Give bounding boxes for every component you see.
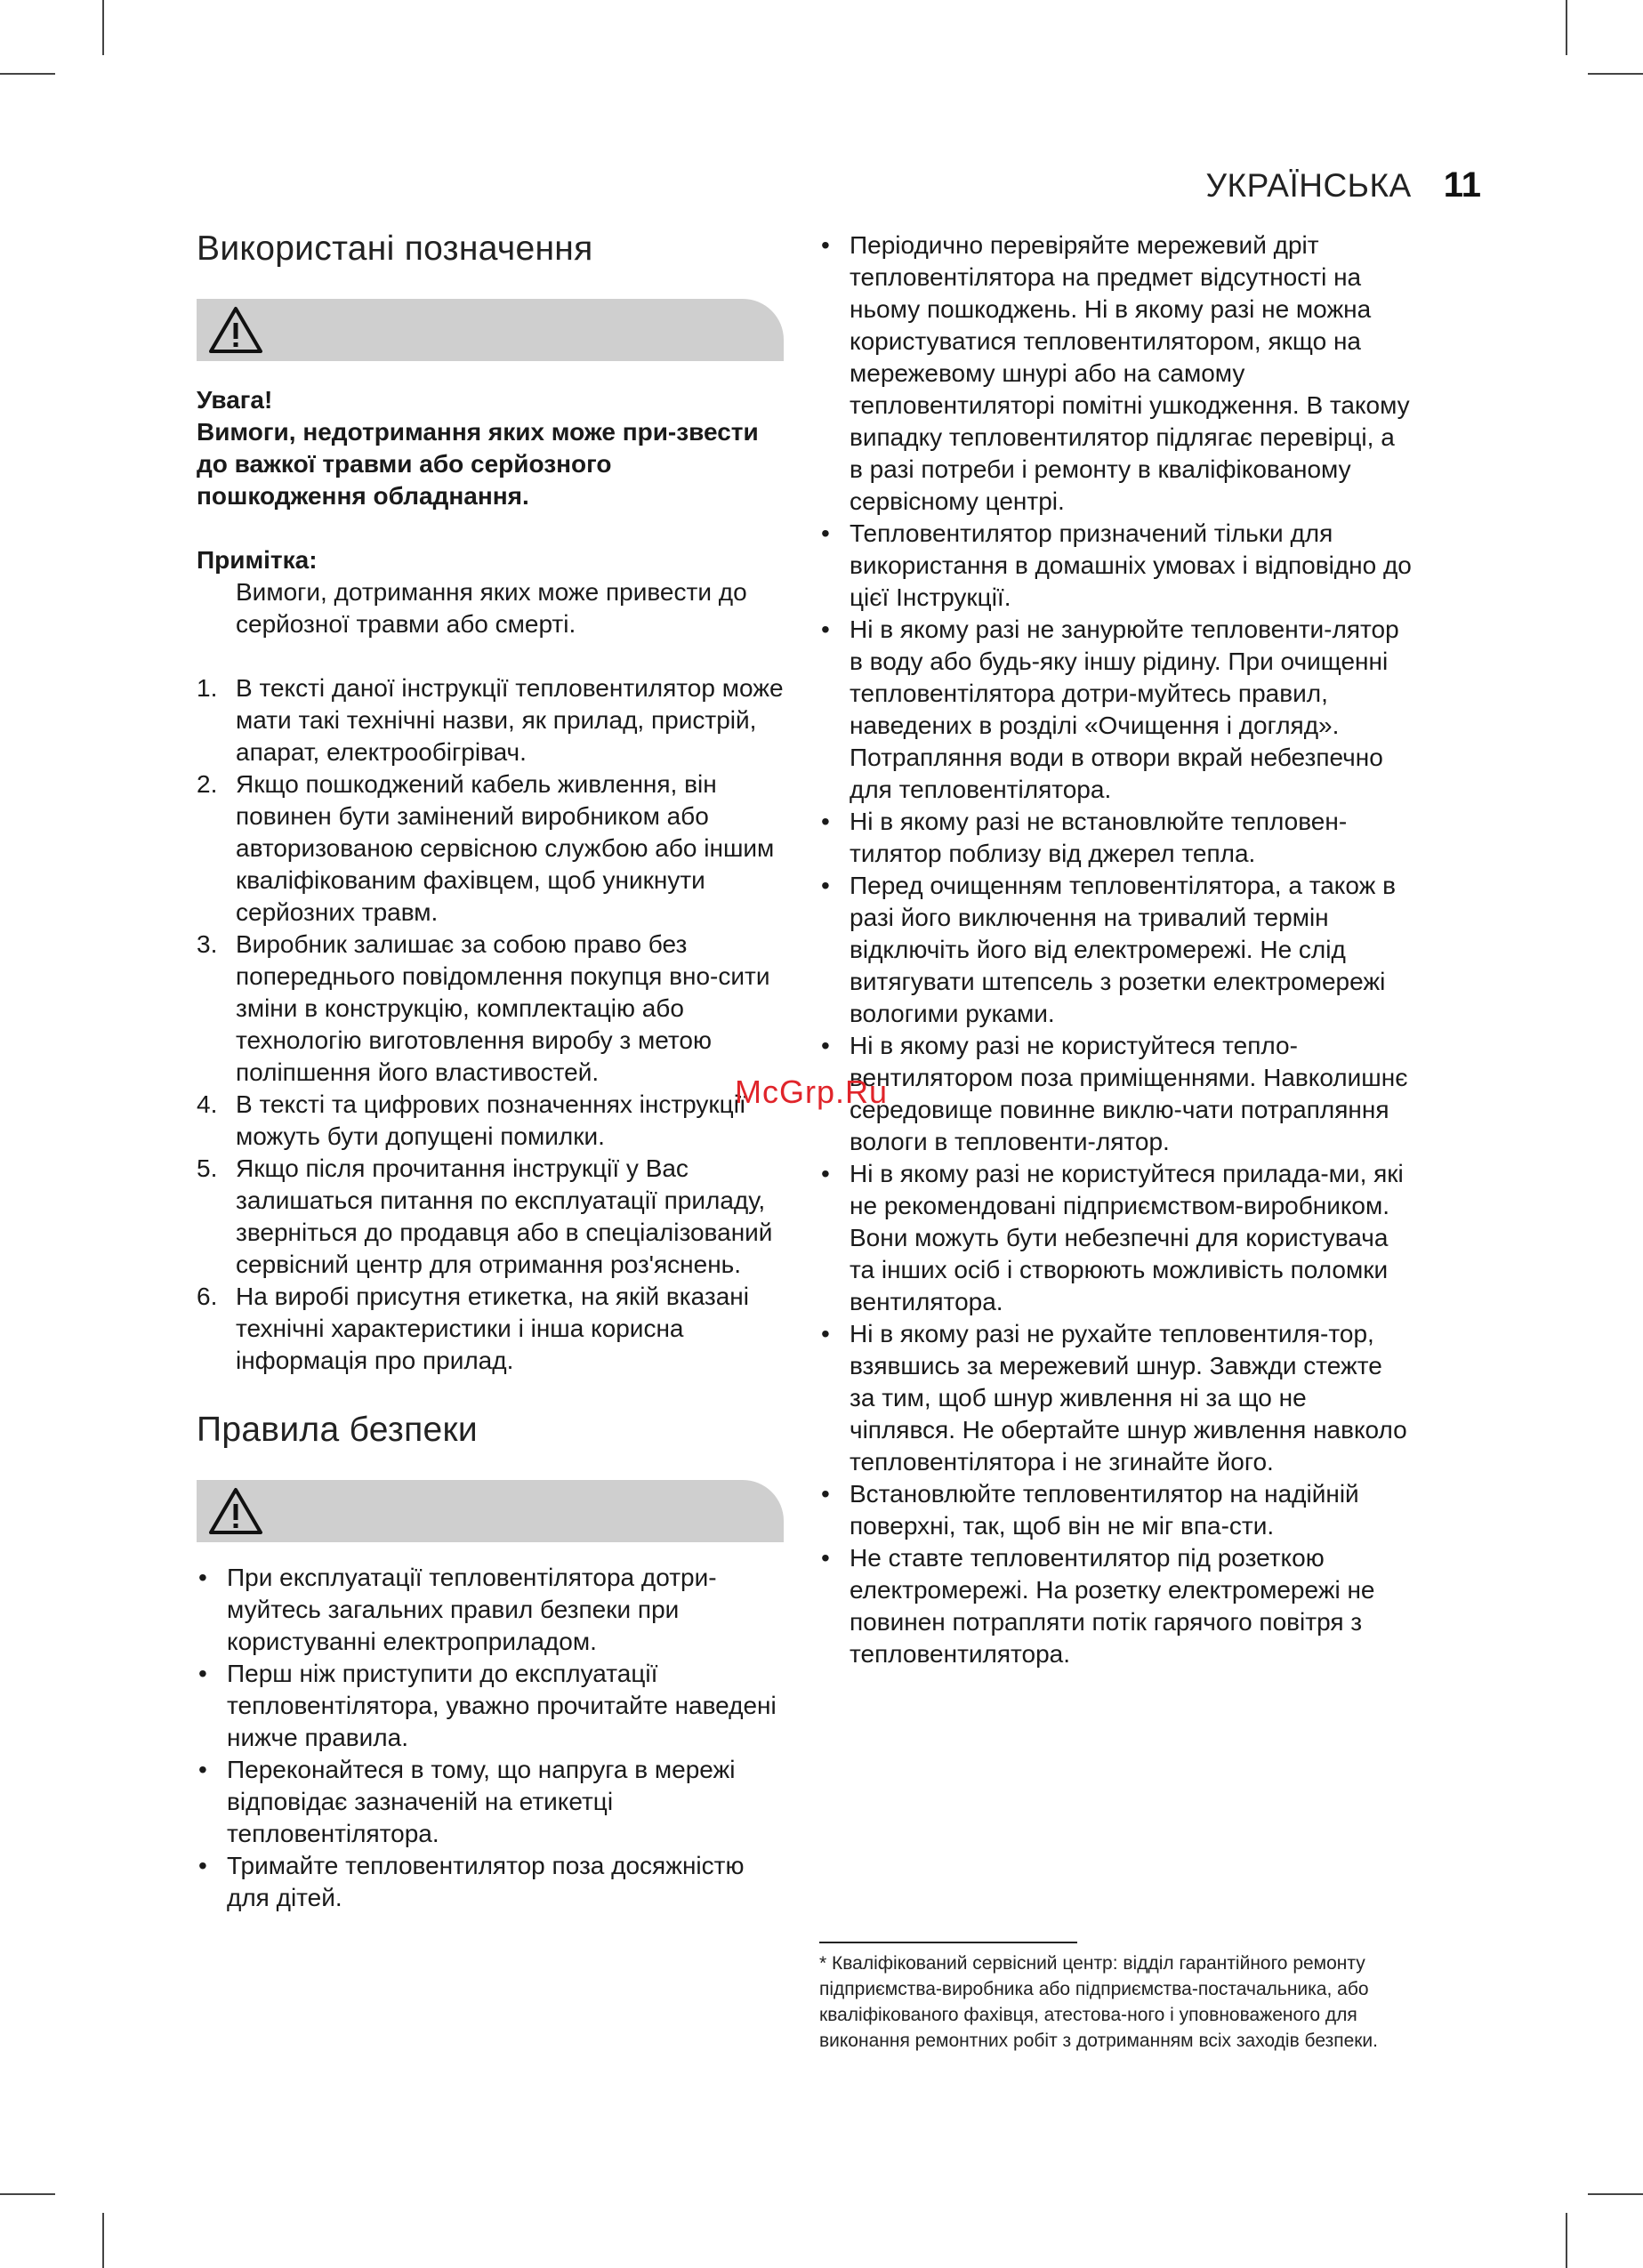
list-item: • Перед очищенням тепловентілятора, а також в разі його виключення на тривалий термін відключіть його від електромережі. Не слід витягувати штепсель з розетки електромережі вологими руками.: [819, 870, 1412, 1030]
warning-bar: [197, 1480, 784, 1542]
list-item: • Періодично перевіряйте мережевий дріт тепловентілятора на предмет відсутності на ньому пошкоджень. Ні в якому разі не можна користуватися тепловентилятором, якщо на мережевому шнурі або на самому тепловентиляторі помітні ушкодження. В такому випадку тепловентилятор підлягає перевірці, а в разі потреби і ремонту в кваліфікованому сервісному центрі.: [819, 229, 1412, 518]
list-item: • Тепловентилятор призначений тільки для використання в домашніх умовах і відповідно до цієї Інструкції.: [819, 518, 1412, 614]
list-item: • Тримайте тепловентилятор поза досяжністю для дітей.: [197, 1850, 784, 1914]
list-item: • Не ставте тепловентилятор під розеткою електромережі. На розетку електромережі не повинен потрапляти потік гарячого повітря з тепловентилятора.: [819, 1542, 1412, 1670]
symbols-section-title: Використані позначення: [197, 229, 593, 268]
note-text: Вимоги, дотримання яких може привести до серйозної травми або смерті.: [236, 578, 747, 638]
list-item: 1. В тексті даної інструкції тепловентилятор може мати такі технічні назви, як прилад, пристрій, апарат, електрообігрівач.: [197, 674, 784, 766]
note-label: Примітка:: [197, 546, 318, 574]
crop-mark: [0, 73, 55, 75]
list-item: • Переконайтеся в тому, що напруга в мережі відповідає зазначеній на етикетці тепловентілятора.: [197, 1754, 784, 1850]
list-item: • Ні в якому разі не занурюйте тепловенти-лятор в воду або будь-яку іншу рідину. При очищенні тепловентілятора дотри-муйтесь правил, наведених в розділі «Очищення і догляд». Потрапляння води в отвори вкрай небезпечно для тепловентілятора.: [819, 614, 1412, 806]
crop-mark: [1566, 0, 1567, 55]
list-item: • Ні в якому разі не рухайте тепловентиля-тор, взявшись за мережевий шнур. Завжди стежте за тим, щоб шнур живлення ні за що не чіплявся. Не обертайте шнур живлення навколо тепловентілятора і не згинайте його.: [819, 1318, 1412, 1478]
warning-bar: [197, 299, 784, 361]
list-item: 3. Виробник залишає за собою право без попереднього повідомлення покупця вно-сити зміни в конструкцію, комплектацію або технологію виготовлення виробу з метою поліпшення його властивостей.: [197, 930, 770, 1086]
safety-bullets-left: [197, 1562, 784, 1914]
footnote-divider: [819, 1942, 1077, 1943]
warning-triangle-icon: [207, 305, 264, 355]
list-item: • Ні в якому разі не користуйтеся тепло-вентилятором поза приміщеннями. Навколишнє середовище повинне виклю-чати потрапляння вологи в тепловенти-лятор.: [819, 1030, 1412, 1158]
crop-mark: [102, 2213, 104, 2268]
list-item: 4. В тексті та цифрових позначеннях інструкції можуть бути допущені помилки.: [197, 1090, 746, 1150]
page-number: 11: [1443, 165, 1481, 205]
warning-text: Вимоги, недотримання яких може при-звести до важкої травми або серйозного пошкодження обладнання.: [197, 418, 759, 510]
safety-section-title: Правила безпеки: [197, 1411, 478, 1449]
crop-mark: [0, 2193, 55, 2195]
numbered-list: [197, 672, 784, 1377]
watermark: McGrp.Ru: [735, 1074, 889, 1110]
list-item: • Ні в якому разі не користуйтеся прилада-ми, які не рекомендовані підприємством-виробником. Вони можуть бути небезпечні для користувача та інших осіб і створюють можливість поломки вентилятора.: [819, 1158, 1412, 1318]
crop-mark: [1588, 73, 1643, 75]
footnote: * Кваліфікований сервісний центр: відділ гарантійного ремонту підприємства-виробника або підприємства-постачальника, або кваліфікованого фахівця, атестова-ного і уповноваженого для виконання ремонтних робіт з дотриманням всіх заходів безпеки.: [819, 1953, 1379, 2051]
list-item: • Ні в якому разі не встановлюйте тепловен-тилятор поблизу від джерел тепла.: [819, 806, 1412, 870]
crop-mark: [1566, 2213, 1567, 2268]
safety-bullets-right: [819, 229, 1412, 1670]
language-label: УКРАЇНСЬКА: [1205, 167, 1412, 204]
list-item: 2. Якщо пошкоджений кабель живлення, він повинен бути замінений виробником або авторизованою сервісною службою або іншим кваліфікованим фахівцем, щоб уникнути серйозних травм.: [197, 770, 775, 926]
crop-mark: [1588, 2193, 1643, 2195]
warning-triangle-icon: [207, 1486, 264, 1536]
crop-mark: [102, 0, 104, 55]
list-item: 6. На виробі присутня етикетка, на якій вказані технічні характеристики і інша корисна інформація про прилад.: [197, 1283, 749, 1374]
right-column: [819, 229, 1412, 1670]
list-item: • Перш ніж приступити до експлуатації тепловентілятора, уважно прочитайте наведені нижче правила.: [197, 1658, 784, 1754]
list-item: • Встановлюйте тепловентилятор на надійній поверхні, так, щоб він не міг впа-сти.: [819, 1478, 1412, 1542]
warning-label: Увага!: [197, 386, 273, 414]
list-item: 5. Якщо після прочитання інструкції у Вас залишаться питання по експлуатації приладу, зверніться до продавця або в спеціалізований сервісний центр для отримання роз'яснень.: [197, 1154, 773, 1278]
running-header: [1206, 165, 1481, 205]
list-item: • При експлуатації тепловентілятора дотри-муйтесь загальних правил безпеки при користуванні електроприладом.: [197, 1562, 784, 1658]
left-column: [197, 229, 784, 1914]
